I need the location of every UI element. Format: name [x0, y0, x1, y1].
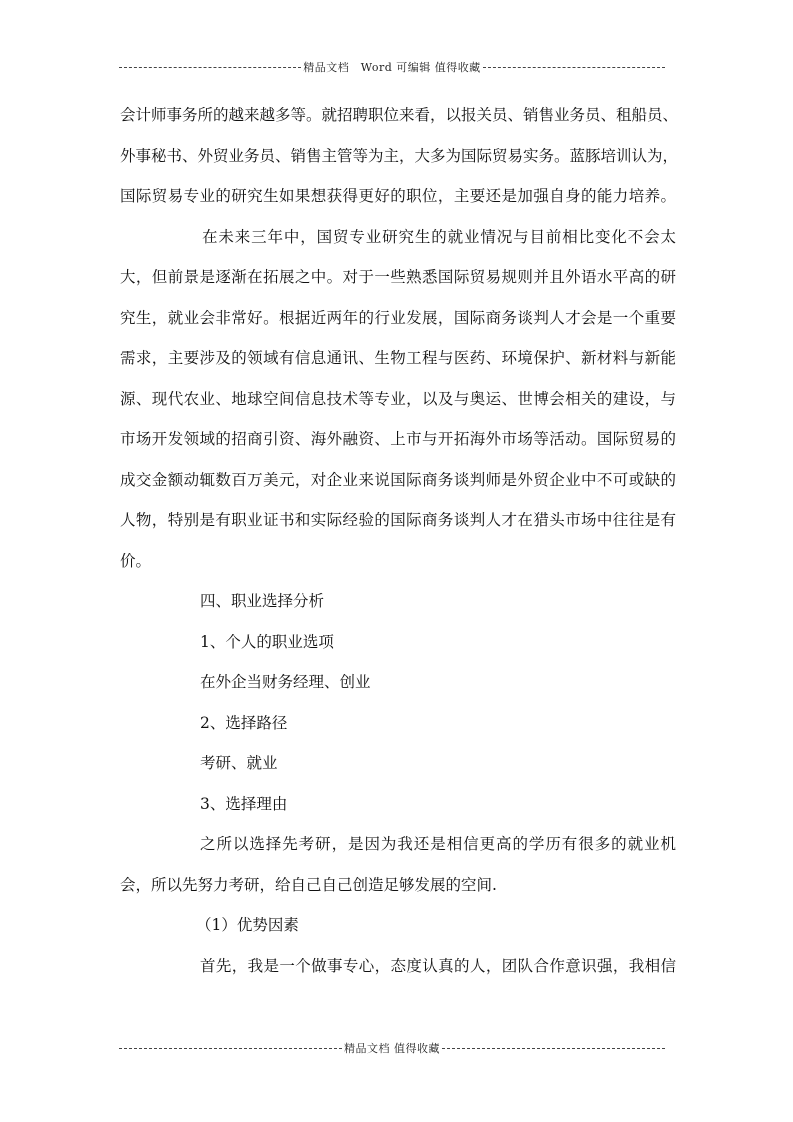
header-dash-left: [119, 67, 301, 68]
header-dash-right: [483, 67, 665, 68]
section-heading: 四、职业选择分析: [200, 592, 325, 610]
paragraph-start-line: 首先，我是一个做事专心，态度认真的人，团队合作意识强，我相信: [200, 956, 676, 975]
text-line: 考研、就业: [200, 754, 278, 772]
text-line: 需求，主要涉及的领域有信息通讯、生物工程与医药、环境保护、新材料与新能: [120, 349, 676, 367]
text-line: 人物，特别是有职业证书和实际经验的国际商务谈判人才在猎头市场中往往是有: [120, 511, 676, 529]
footer-dash-left: [119, 1048, 342, 1049]
text-line: 源、现代农业、地球空间信息技术等专业，以及与奥运、世博会相关的建设，与: [120, 389, 676, 408]
page-header: [118, 59, 666, 75]
page-footer: [118, 1040, 666, 1056]
paragraph-start-line: 之所以选择先考研，是因为我还是相信更高的学历有很多的就业机: [200, 835, 676, 853]
subsection-heading: 2、选择路径: [200, 713, 288, 732]
subsection-heading: 3、选择理由: [200, 794, 288, 813]
paragraph-start-line: 在未来三年中，国贸专业研究生的就业情况与目前相比变化不会太: [202, 227, 676, 246]
subsection-heading: 1、个人的职业选项: [200, 632, 334, 651]
text-line: 成交金额动辄数百万美元，对企业来说国际商务谈判师是外贸企业中不可或缺的: [120, 470, 676, 489]
document-body: [120, 95, 679, 986]
text-line: 市场开发领域的招商引资、海外融资、上市与开拓海外市场等活动。国际贸易的: [120, 430, 676, 448]
footer-dash-right: [442, 1048, 665, 1049]
text-line: 外事秘书、外贸业务员、销售主管等为主，大多为国际贸易实务。蓝豚培训认为，: [120, 146, 679, 165]
text-line: 会，所以先努力考研，给自己自己创造足够发展的空间.: [120, 875, 497, 894]
text-line: 大，但前景是逐渐在拓展之中。对于一些熟悉国际贸易规则并且外语水平高的研: [120, 268, 676, 286]
subsection-heading: （1）优势因素: [196, 916, 299, 934]
text-line: 究生，就业会非常好。根据近两年的行业发展，国际商务谈判人才会是一个重要: [120, 308, 676, 327]
footer-text: 精品文档 值得收藏: [344, 1042, 440, 1055]
text-line: 在外企当财务经理、创业: [200, 673, 371, 691]
text-line: 价。: [120, 551, 152, 570]
text-line: 国际贸易专业的研究生如果想获得更好的职位，主要还是加强自身的能力培养。: [120, 187, 676, 205]
header-text: 精品文档 Word 可编辑 值得收藏: [303, 61, 481, 74]
text-line: 会计师事务所的越来越多等。就招聘职位来看，以报关员、销售业务员、租船员、: [120, 106, 679, 124]
